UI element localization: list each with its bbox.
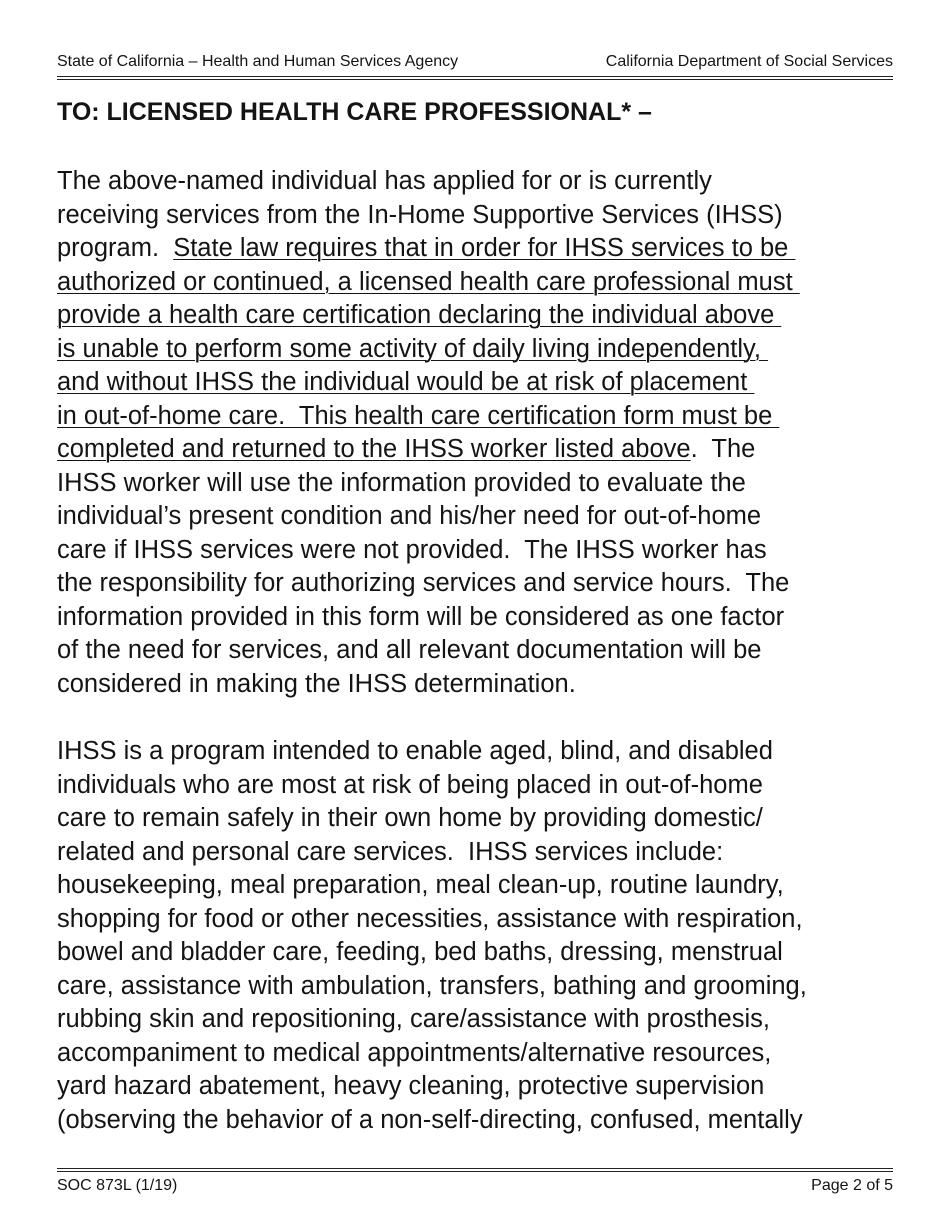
text-line: shopping for food or other necessities, assistance with respiration, [57, 904, 803, 933]
text-segment: program. [57, 234, 174, 262]
footer-divider [57, 1168, 893, 1172]
text-segment: . The [690, 435, 756, 463]
text-line: rubbing skin and repositioning, care/assistance with prosthesis, [57, 1005, 770, 1033]
text-line: individual’s present condition and his/her need for out-of-home [57, 502, 762, 530]
text-line: (observing the behavior of a non-self-directing, confused, mentally [57, 1105, 803, 1134]
page-number: Page 2 of 5 [811, 1177, 893, 1194]
header-divider [57, 76, 893, 80]
text-line: considered in making the IHSS determination. [57, 669, 576, 698]
text-line: yard hazard abatement, heavy cleaning, protective supervision [57, 1072, 765, 1100]
paragraph-program-description [57, 735, 897, 1137]
text-line: housekeeping, meal preparation, meal clean-up, routine laundry, [57, 871, 784, 899]
text-line: bowel and bladder care, feeding, bed baths, dressing, menstrual [57, 938, 783, 966]
page-header [57, 51, 893, 73]
text-line: information provided in this form will be considered as one factor [57, 602, 785, 631]
underlined-text: in out-of-home care. This health care certification form must be [57, 401, 780, 430]
text-line [57, 232, 897, 266]
underlined-text: is unable to perform some activity of daily living independently, [57, 334, 769, 363]
text-line: individuals who are most at risk of being placed in out-of-home [57, 770, 763, 799]
text-line: related and personal care services. IHSS services include: [57, 837, 724, 866]
text-line: care, assistance with ambulation, transfers, bathing and grooming, [57, 971, 807, 1000]
text-line: IHSS worker will use the information provided to evaluate the [57, 468, 746, 497]
underlined-text: State law requires that in order for IHSS services to be [173, 234, 796, 262]
header-agency: State of California – Health and Human Services Agency [57, 53, 459, 70]
text-line: of the need for services, and all relevant documentation will be [57, 636, 762, 664]
text-line: IHSS is a program intended to enable aged, blind, and disabled [57, 737, 773, 765]
text-line: care to remain safely in their own home by providing domestic/ [57, 804, 763, 832]
paragraph-requirements [57, 165, 897, 701]
underlined-text: authorized or continued, a licensed health care professional must [57, 267, 800, 296]
underlined-text: and without IHSS the individual would be at risk of placement [57, 368, 755, 396]
form-id: SOC 873L (1/19) [57, 1177, 178, 1194]
page-footer [57, 1175, 893, 1197]
underlined-text: provide a health care certification declaring the individual above [57, 301, 782, 329]
text-line: accompaniment to medical appointments/alternative resources, [57, 1038, 772, 1067]
text-line: care if IHSS services were not provided. The IHSS worker has [57, 535, 767, 564]
underlined-text: completed and returned to the IHSS worker listed above [57, 435, 691, 463]
addressee-heading: TO: LICENSED HEALTH CARE PROFESSIONAL* – [57, 98, 652, 126]
text-line: the responsibility for authorizing services and service hours. The [57, 569, 790, 597]
header-department: California Department of Social Services [605, 53, 893, 70]
text-line: receiving services from the In-Home Supportive Services (IHSS) [57, 200, 783, 229]
text-line: The above-named individual has applied for or is currently [57, 167, 712, 195]
text-line [57, 433, 897, 467]
